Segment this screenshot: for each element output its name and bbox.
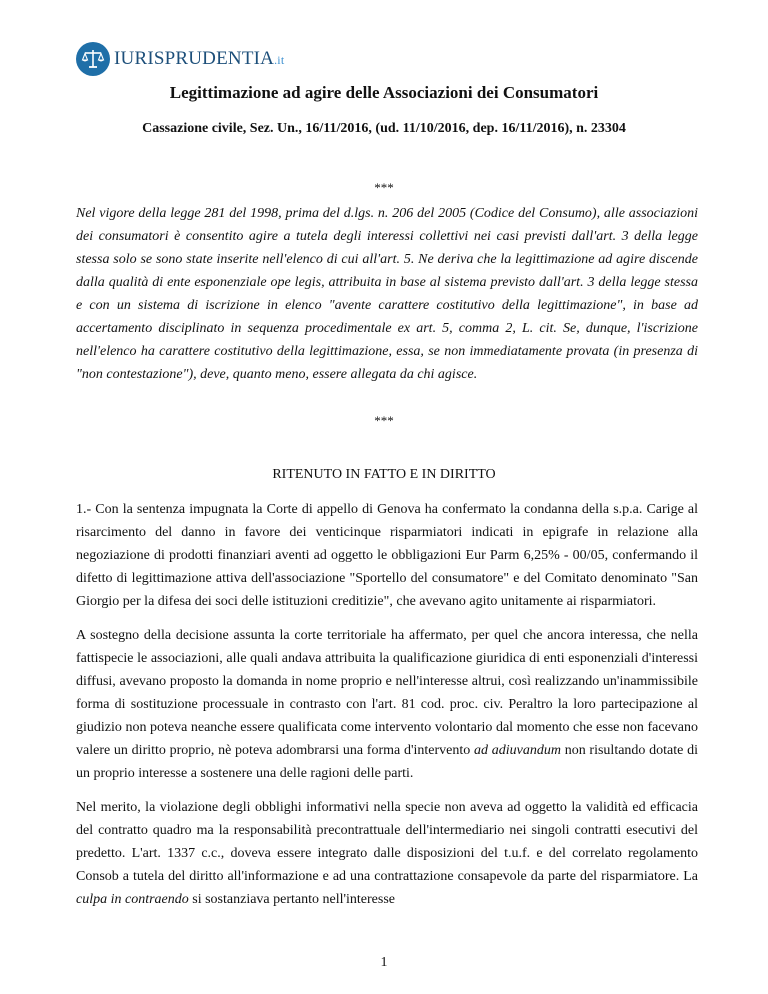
abstract-massima: Nel vigore della legge 281 del 1998, prima del d.lgs. n. 206 del 2005 (Codice del Consumo), alle associazioni dei consumatori è consentito agire a tutela degli interessi collettivi nei casi previsti dall'art. 3 della legge stessa solo se sono state inserite nell'elenco di cui all'art. 5. Ne deriva che la legittimazione ad agire discende dalla qualità di ente esponenziale ope legis, attribuita in base al sistema previsto dall'art. 3 della legge stessa e con un sistema di iscrizione in elenco "avente carattere costitutivo della legittimazione", in base ad accertamento disciplinato in sequenza procedimentale ex art. 5, comma 2, L. cit. Se, dunque, l'iscrizione nell'elenco ha carattere costitutivo della legittimazione, essa, se non immediatamente provata (in presenza di "non contestazione"), deve, quanto meno, essere allegata da chi agisce. (76, 206, 698, 382)
body-text (76, 498, 698, 922)
site-logo[interactable] (76, 42, 284, 76)
paragraph-1: 1.- Con la sentenza impugnata la Corte di appello di Genova ha confermato la condanna della s.p.a. Carige al risarcimento del danno in favore dei venticinque risparmiatori indicati in epigrafe in relazione alla negoziazione di prodotti finanziari aventi ad oggetto le obbligazioni Eur Parm 6,25% - 00/05, confermando il difetto di legittimazione attiva dell'associazione "Sportello del consumatore" e del Comitato denominato "San Giorgio per la difesa dei soci delle istituzioni creditizie", che avevano agito unitamente ai risparmiatori. (76, 502, 698, 609)
paragraph-3: Nel merito, la violazione degli obblighi informativi nella specie non aveva ad oggetto la validità ed efficacia del contratto quadro ma la responsabilità precontrattuale dell'intermediario nei singoli contratti esecutivi del predetto. L'art. 1337 c.c., doveva essere integrato dalle disposizioni del t.u.f. e del correlato regolamento Consob a tutela del diritto all'informazione e ad una contrattazione consapevole da parte del risparmiatore. La culpa in contraendo si sostanziava pertanto nell'interesse (76, 800, 698, 907)
page-number: 1 (380, 955, 388, 970)
logo-suffix: .it (274, 53, 285, 67)
document-title: Legittimazione ad agire delle Associazioni dei Consumatori (169, 83, 599, 102)
document-subtitle: Cassazione civile, Sez. Un., 16/11/2016, (ud. 11/10/2016, dep. 16/11/2016), n. 23304 (142, 121, 626, 136)
separator-top: *** (374, 180, 394, 195)
section-heading: RITENUTO IN FATTO E IN DIRITTO (272, 467, 496, 482)
scales-of-justice-icon (76, 42, 110, 76)
separator-bottom: *** (374, 413, 394, 428)
paragraph-2: A sostegno della decisione assunta la corte territoriale ha affermato, per quel che ancora interessa, che nella fattispecie le associazioni, alle quali andava attribuita la qualificazione giuridica di enti esponenziali d'interessi diffusi, avevano proposto la domanda in nome proprio e nell'interesse altrui, così realizzando un'inammissibile forma di sostituzione processuale in contrasto con l'art. 81 cod. proc. civ. Peraltro la loro partecipazione al giudizio non poteva neanche essere qualificata come intervento volontario dal momento che esse non facevano valere un diritto proprio, nè poteva adombrarsi una forma d'intervento ad adiuvandum non risultando dotate di un proprio interesse a sostenere una delle ragioni delle parti. (76, 628, 699, 781)
logo-text: IURISPRUDENTIA.it (114, 48, 285, 69)
